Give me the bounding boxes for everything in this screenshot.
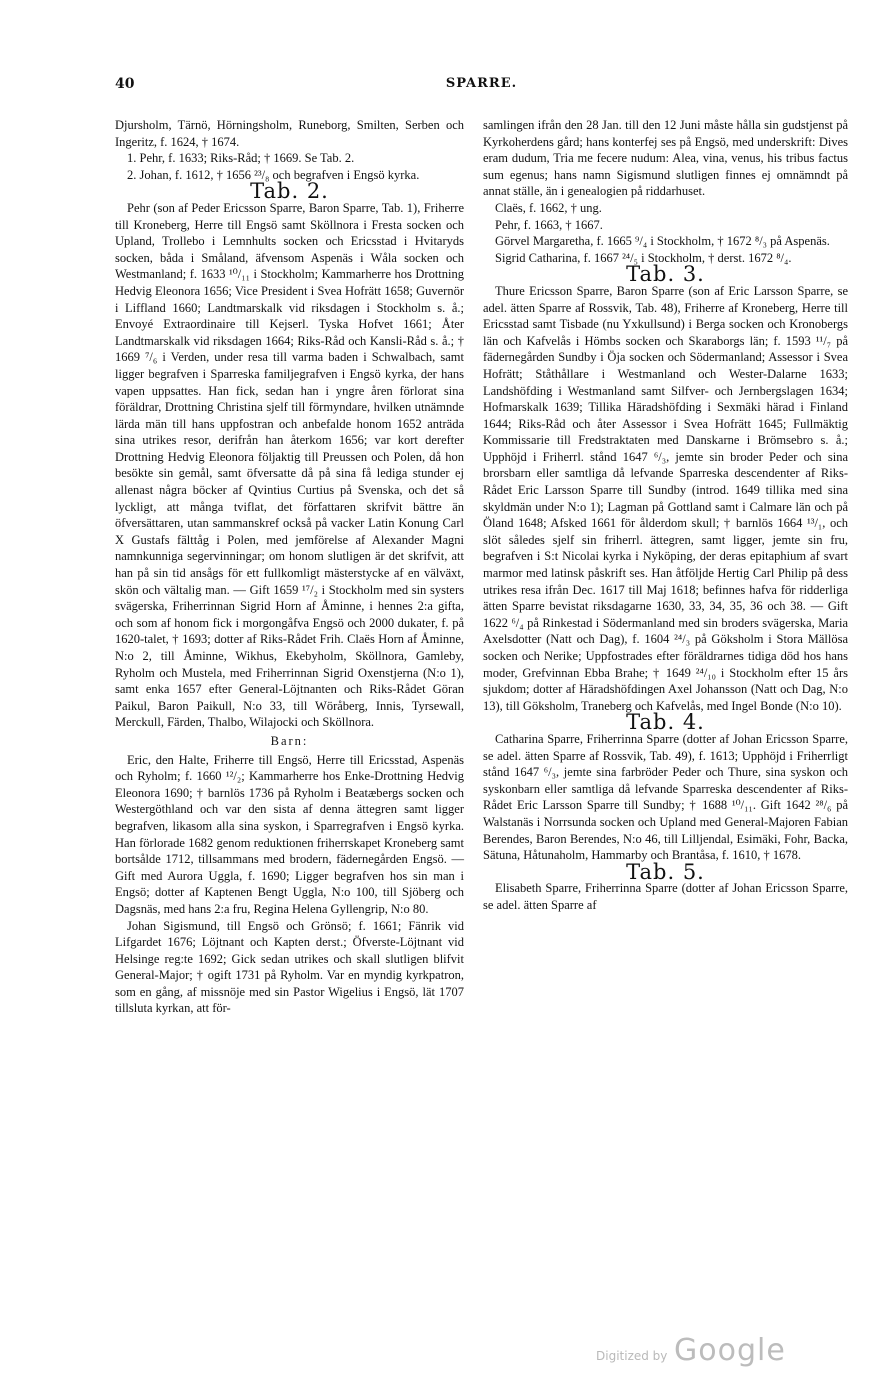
paragraph: Johan Sigismund, till Engsö och Grönsö; f. 1661; Fänrik vid Lifgardet 1676; Löjtnant och Kapten derst.; Öfverste-Löjtnant vid Helsinge reg:te 1692; Gick sedan utrikes och skall slutligen blifvit General-Major; † ogift 1731 på Ryholm. Var en myndig kyrkpatron, som en gång, af missnöje med sin Pastor Wigelius i Engsö, lät 1707 tillsluta kyrkan, att för- <box>115 918 464 1016</box>
children-heading: Barn: <box>270 733 309 748</box>
google-logo: Google <box>674 1333 786 1368</box>
paragraph: 1. Pehr, f. 1633; Riks-Råd; † 1669. Se Tab. 2. <box>127 151 355 166</box>
paragraph: 2. Johan, f. 1612, † 1656 ²³/₈ och begrafven i Engsö kyrka. <box>127 167 420 182</box>
paragraph: Görvel Margaretha, f. 1665 ⁹/₄ i Stockholm, † 1672 ⁸/₃ på Aspenäs. <box>495 234 830 249</box>
paragraph: Catharina Sparre, Friherrinna Sparre (dotter af Johan Ericsson Sparre, se adel. ätten Sparre af Rossvik, Tab. 49), f. 1613; Upphöjd i Friherrligt stånd 1647 ⁶/₃, jemte sina farbröder Peder och Thure, sina syskon och syskonbarn eller samtliga då lefvande Sparreska descendenter af Riks-Rådet Eric Larsson Sparre till Sundby; † 1688 ¹⁰/₁₁. Gift 1642 ²⁸/₆ på Walstanäs i Norrsunda socken och Upland med General-Majoren Fabian Berendes, Baron Berendes, N:o 46, till Lilljendal, Esimäki, Fohr, Backa, Sätuna, Håtunaholm, Hammarby och Brantåsa, f. 1610, † 1678. <box>483 731 848 863</box>
paragraph: Elisabeth Sparre, Friherrinna Sparre (dotter af Johan Ericsson Sparre, se adel. ätten Sparre af <box>483 881 848 912</box>
digitized-by-text: Digitized by <box>596 1349 668 1363</box>
paragraph: Eric, den Halte, Friherre till Engsö, Herre till Ericsstad, Aspenäs och Ryholm; f. 1660 ¹²/₂; Kammarherre hos Enke-Drottning Hedvig Eleonora 1690; † barnlös 1736 på Ryholm i Beatæbergs socken och Westergöthland och var den sista af denna ättegren samt ligger begrafven, likasom alla sina syskon, i Sparregrafven i Engsö kyrka. Han förlorade 1682 genom reduktionen friherrskapet Kroneberg samt bortsålde 1712, tillsammans med brodern, fädernegården Engsö. — Gift med Aurora Uggla, f. 1690; Ligger begrafven hos sin man i Engsö; dotter af Kaptenen Bengt Uggla, N:o 100, till Sjöberg och Dagsnäs, med hans 2:a fru, Regina Helena Gyllengrip, N:o 80. <box>115 752 464 916</box>
table-heading: Tab. 2. <box>250 179 329 204</box>
left-column <box>115 117 464 1017</box>
paragraph: Claës, f. 1662, † ung. <box>495 200 602 215</box>
paragraph: Thure Ericsson Sparre, Baron Sparre (son af Eric Larsson Sparre, se adel. ätten Sparre af Rossvik, Tab. 48), Friherre af Kroneberg, Herre till Ericsstad samt Tisbade (nu Yxkullsund) i Berga socken och Kronobergs län och Kafvelås i Hömbs socken och Skaraborgs län; f. 1593 ¹¹/₇ på fädernegården Sundby i Öja socken och Södermanland; Assessor i Svea Hofrätt; Ståthållare i Westmanland och Wester-Dalarne 1633; Landshöfding i Westmanland samt Silfver- och Jernbergslagen 1634; Hofmarskalk 1639; Tillika Häradshöfding i Sexmäki härad i Finland 1644; Riks-Råd och åter Assessor i Svea Hofrätt 1645; Fullmäktig Kommissarie till Fredstraktaten med Danskarne i Brömsebro s. å.; Upphöjd i Friherrl. stånd 1647 ⁶/₃, jemte sin broder Peder och sina brorsbarn eller samtliga då lefvande Sparreska descendenter af Riks-Rådet Eric Larsson Sparre till Sundby (introd. 1649 tillika med sina skyldmän under N:o 1); Lagman på Gottland samt i Calmare län och på Öland 1648; Afsked 1661 för ålderdom skull; † barnlös 1664 ¹³/₁, och slöt således sjelf sin friherrl. ättegren, samt ligger, jemte sin fru, begrafven i S:t Nicolai kyrka i Nyköping, der deras epitaphium af svart marmor med latinsk påskrift ses. Han åtföljde Hertig Carl Philip på dess utrikes resa ifrån Dec. 1617 till Maj 1618; befinnes hafva för ridderliga ätten Sparre bevistat riksdagarne 1630, 33, 34, 35, 36 och 38. — Gift 1622 ⁶/₄ på Rinkestad i Södermanland med sin broders svägerska, Maria Axelsdotter (Natt och Dag), f. 1604 ²⁴/₃ på Göksholm i Stora Mällösa socken och Nerike; Uppfostrades efter föräldrarnes tidiga död hos hans moder, Grefvinnan Ebba Brahe; † 1649 ²⁴/₁₀ i Stockholm efter 15 års sjukdom; dotter af Häradshöfdingen Axel Johansson (Natt och Dag, N:o 13), till Göksholm, Traneberg och Kafvelås, med Ingel Bonde (N:o 10). <box>483 283 848 713</box>
table-heading: Tab. 4. <box>626 710 705 735</box>
right-column <box>483 117 848 914</box>
paragraph: samlingen ifrån den 28 Jan. till den 12 Juni måste hålla sin gudstjenst på Kyrkoherdens gård; hans konterfej ses på Engsö, med underskrift: Dives eram dudum, Tria me fecere nudum: Alea, vina, venus, his tribus factus sum egenus; hans namn Sigismund slutligen finnes ej omnämndt på annat ställe, än i genealogien på riddarhuset. <box>483 118 848 199</box>
running-title: SPARRE. <box>445 76 518 91</box>
google-watermark <box>596 1333 796 1373</box>
page-number: 40 <box>115 76 135 92</box>
paragraph: Sigrid Catharina, f. 1667 ²⁴/₅ i Stockholm, † derst. 1672 ⁸/₄. <box>495 250 792 265</box>
paragraph: Pehr, f. 1663, † 1667. <box>495 217 603 232</box>
table-heading: Tab. 3. <box>626 262 705 287</box>
table-heading: Tab. 5. <box>626 859 705 884</box>
paragraph: Djursholm, Tärnö, Hörningsholm, Runeborg, Smilten, Serben och Ingeritz, f. 1624, † 1674. <box>115 118 464 149</box>
page-header <box>115 76 848 98</box>
paragraph: Pehr (son af Peder Ericsson Sparre, Baron Sparre, Tab. 1), Friherre till Kroneberg, Herre till Engsö samt Sköllnora i Fresta socken och Upland, Trollebo i Lemnhults socken och Ericsstad i Hvitaryds socken, båda i Småland, äfvensom Aspenäs i Wåla socken och Westmanland; f. 1633 ¹⁰/₁₁ i Stockholm; Kammarherre hos Drottning Hedvig Eleonora 1656; Vice President i Svea Hofrätt 1658; Guvernör i Liffland 1660; Landtmarskalk vid riksdagen i Stockholm s. å.; Envoyé Extraordinaire till Kejserl. Tyska Hofvet 1661; Åter Landtmarskalk vid riksdagen 1664; Riks-Råd och Kansli-Råd s. å.; † 1669 ⁷/₆ i Verden, under resa till varma baden i Schwalbach, samt ligger begrafven i Sparreska familjegrafven i Engsö kyrka, der hans vapen uppsattes. Han fick, sedan han i yngre åren förlorat sina föräldrar, Drottning Christina sjelf till förmyndare, hvilken utnämnde lärda män till hans uppfostran och anbefalde honom 1652 anträda sina utrikes resor, derifrån han återkom 1656; var kort derefter Drottning Hedvig Eleonora följaktig till Preussen och Polen, då hon besökte sin gemål, samt öfversatte då på sina få lediga stunder ej allenast några böcker af Qvintius Curtius på Svenska, och det så lyckligt, att många tviflat, det författaren skrifvit bättre än öfversättaren, utan sammanskref också på vacker Latin Konung Carl X Gustafs fälttåg i Polen, med jemförelse af Alexander Magni namnkunniga segervinningar; om honom slutligen är det skrifvit, att han på sin tid ansågs för ett fullkomligt mästerstycke af en välväxt, skön och vältalig man. — Gift 1659 ¹⁷/₂ i Stockholm med sin systers svägerska, Friherrinnan Sigrid Horn af Åminne, i hennes 2:a gifta, och som af honom fick i morgongåfva Engsö och 2000 dukater, f. på 1620-talet, † 1693; dotter af Riks-Rådet Frih. Claës Horn af Åminne, N:o 2, till Åminne, Wikhus, Ekebyholm, Sköllnora, Gamleby, Ryholm och Mustela, med Friherrinnan Sigrid Oxenstjerna (N:o 1), samt enka 1657 efter General-Löjtnanten och Riks-Rådet Göran Paikul, Baron Paikull, N:o 33, till Wöråberg, Innis, Tyrsewall, Merckull, Färden, Thalbo, Wilajocki och Sköllnora. <box>115 200 464 730</box>
